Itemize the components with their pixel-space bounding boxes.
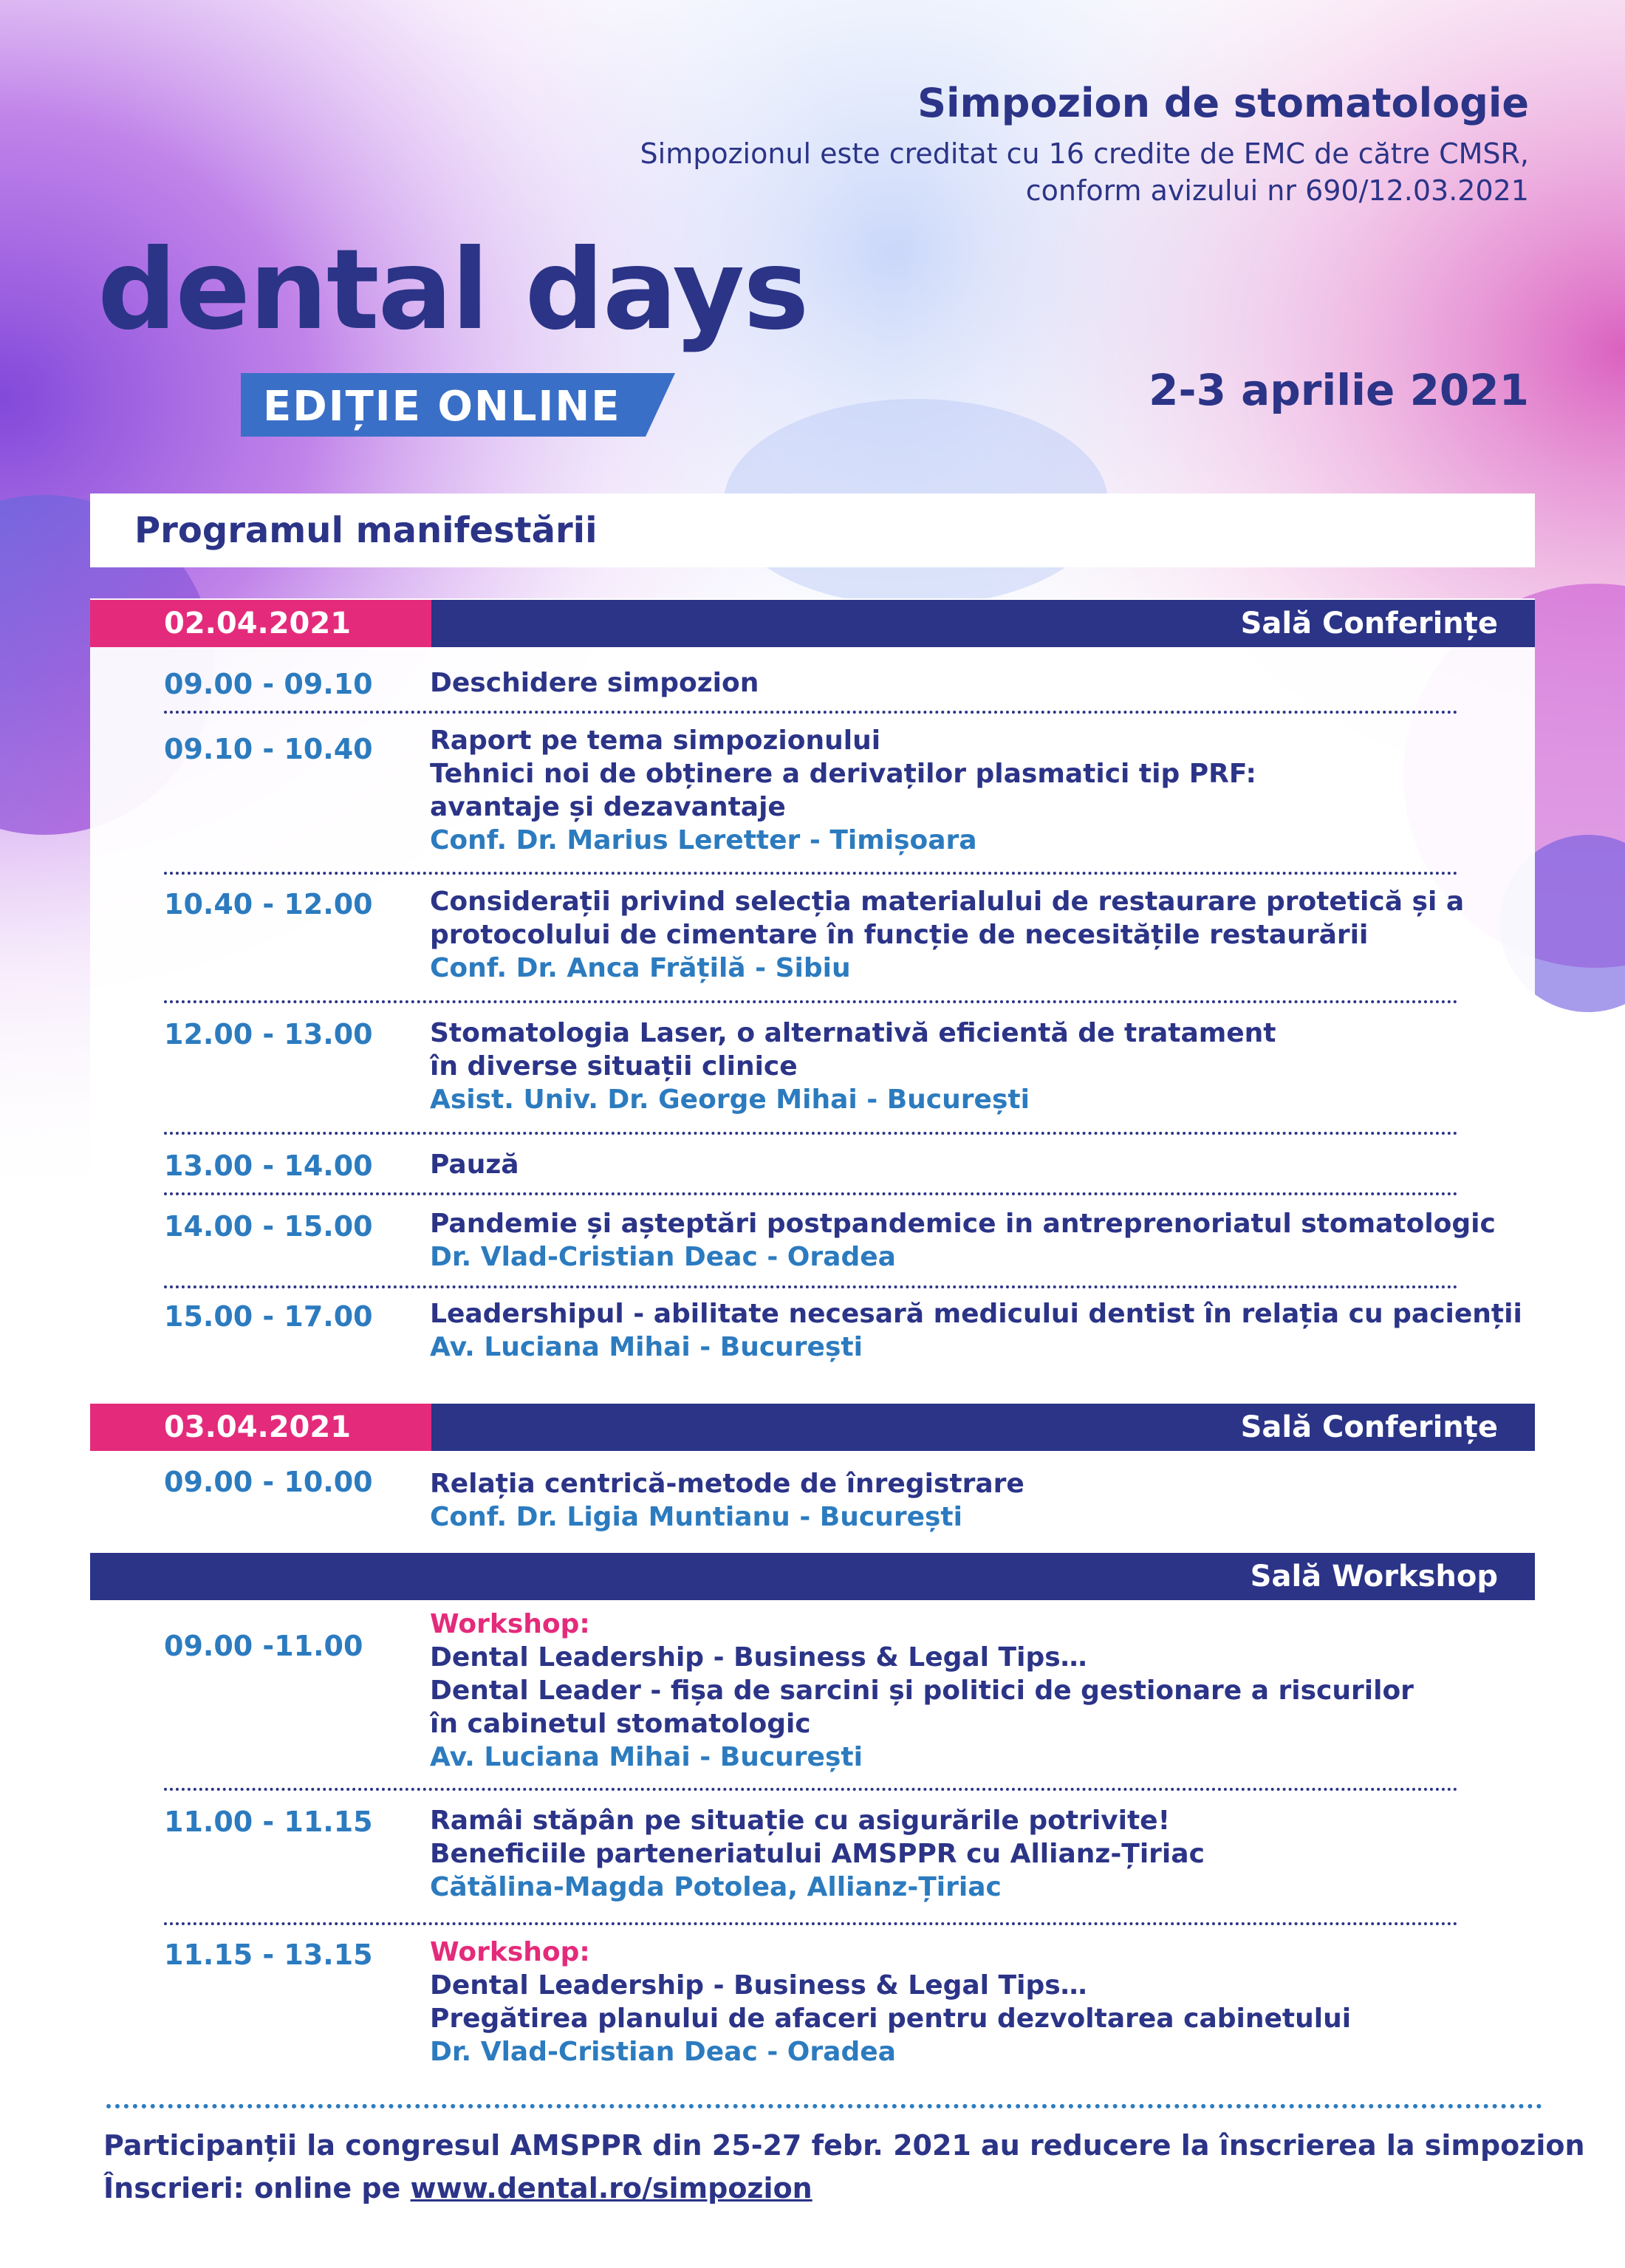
footer-registration — [103, 2172, 812, 2204]
session-speaker: Conf. Dr. Anca Frățilă - Sibiu — [430, 953, 851, 983]
session-speaker: Conf. Dr. Ligia Muntianu - București — [430, 1502, 962, 1532]
session-speaker: Conf. Dr. Marius Leretter - Timișoara — [430, 825, 977, 855]
day1-header-bar — [90, 600, 1535, 647]
session-title: în cabinetul stomatologic — [430, 1709, 811, 1739]
session-speaker: Av. Luciana Mihai - București — [430, 1742, 863, 1772]
session-title: Dental Leadership - Business & Legal Tips… — [430, 1642, 1087, 1673]
day2-date: 03.04.2021 — [90, 1404, 431, 1451]
accreditation-line-1: Simpozionul este creditat cu 16 credite de EMC de către CMSR, — [640, 137, 1529, 170]
session-time: 11.15 - 13.15 — [164, 1939, 373, 1971]
session-title: Dental Leadership - Business & Legal Tips… — [430, 1970, 1087, 2001]
session-title: Pregătirea planului de afaceri pentru dezvoltarea cabinetului — [430, 2004, 1352, 2034]
session-details — [430, 1804, 1205, 1904]
workshop-header-bar — [90, 1553, 1535, 1600]
dotted-separator — [164, 1132, 1458, 1135]
session-title: Raport pe tema simpozionului — [430, 725, 881, 756]
session-title: Dental Leader - fișa de sarcini și politici de gestionare a riscurilor — [430, 1676, 1414, 1706]
session-details — [430, 1936, 1351, 2069]
day1-room: Sală Conferințe — [1240, 607, 1498, 641]
session-title: Deschidere simpozion — [430, 668, 759, 698]
session-details — [430, 1608, 1414, 1774]
session-speaker: Dr. Vlad-Cristian Deac - Oradea — [430, 2037, 896, 2067]
session-speaker: Av. Luciana Mihai - București — [430, 1332, 863, 1362]
edition-label: EDIȚIE ONLINE — [263, 383, 621, 431]
session-title: Pauză — [430, 1150, 519, 1180]
workshop-tag: Workshop: — [430, 1609, 590, 1639]
workshop-room: Sală Workshop — [1250, 1560, 1498, 1594]
session-time: 11.00 - 11.15 — [164, 1806, 373, 1838]
session-details — [430, 1017, 1276, 1116]
session-speaker: Cătălina-Magda Potolea, Allianz-Țiriac — [430, 1872, 1002, 1902]
session-time: 09.00 - 10.00 — [164, 1466, 373, 1498]
session-time: 09.00 - 09.10 — [164, 668, 373, 700]
event-dates: 2-3 aprilie 2021 — [1149, 365, 1529, 415]
dotted-separator — [164, 1788, 1458, 1791]
session-details — [430, 1207, 1496, 1274]
dotted-separator — [164, 1000, 1458, 1003]
session-title: Beneficiile parteneriatului AMSPPR cu Allianz-Țiriac — [430, 1839, 1205, 1869]
program-title: Programul manifestării — [134, 510, 598, 551]
session-title: Ramâi stăpân pe situație cu asigurările potrivite! — [430, 1806, 1171, 1836]
session-title: în diverse situații clinice — [430, 1051, 798, 1082]
session-title: Considerații privind selecția materialului de restaurare protetică și a — [430, 887, 1465, 917]
session-details — [430, 885, 1464, 985]
brand-logo-text: dental days — [98, 226, 808, 355]
workshop-tag: Workshop: — [430, 1937, 590, 1967]
session-details — [430, 1467, 1024, 1534]
day2-header-bar — [90, 1404, 1535, 1451]
registration-prefix: Înscrieri: online pe — [103, 2172, 411, 2204]
session-time: 15.00 - 17.00 — [164, 1300, 373, 1333]
session-time: 09.10 - 10.40 — [164, 733, 373, 765]
session-time: 13.00 - 14.00 — [164, 1150, 373, 1182]
symposium-title: Simpozion de stomatologie — [917, 80, 1529, 126]
registration-link[interactable]: www.dental.ro/simpozion — [410, 2172, 812, 2204]
session-speaker: Dr. Vlad-Cristian Deac - Oradea — [430, 1242, 896, 1272]
session-time: 12.00 - 13.00 — [164, 1018, 373, 1051]
dotted-separator — [164, 1922, 1458, 1925]
session-speaker: Asist. Univ. Dr. George Mihai - București — [430, 1085, 1030, 1115]
session-title: Leadershipul - abilitate necesară medicului dentist în relația cu pacienții — [430, 1299, 1522, 1329]
day2-room: Sală Conferințe — [1240, 1410, 1498, 1444]
session-details — [430, 1297, 1522, 1364]
session-title: Stomatologia Laser, o alternativă eficientă de tratament — [430, 1018, 1276, 1048]
dotted-separator — [164, 1285, 1458, 1288]
session-title: Tehnici noi de obținere a derivaților plasmatici tip PRF: — [430, 759, 1256, 789]
dotted-separator — [164, 711, 1458, 714]
session-details — [430, 666, 759, 700]
dotted-separator — [164, 872, 1458, 875]
session-title: avantaje și dezavantaje — [430, 792, 786, 822]
footer-discount-note: Participanții la congresul AMSPPR din 25-27 febr. 2021 au reducere la înscrierea la simpozion — [103, 2129, 1585, 2162]
day1-date: 02.04.2021 — [90, 600, 431, 647]
session-time: 14.00 - 15.00 — [164, 1210, 373, 1243]
session-title: Pandemie și așteptări postpandemice in antreprenoriatul stomatologic — [430, 1209, 1496, 1239]
session-details — [430, 1148, 519, 1181]
session-time: 09.00 -11.00 — [164, 1630, 363, 1662]
footer-dotted-separator — [106, 2104, 1542, 2108]
accreditation-line-2: conform avizului nr 690/12.03.2021 — [1025, 174, 1529, 207]
session-details — [430, 724, 1256, 857]
session-title: protocolului de cimentare în funcție de necesitățile restaurării — [430, 920, 1369, 950]
dotted-separator — [164, 1192, 1458, 1195]
session-time: 10.40 - 12.00 — [164, 888, 373, 920]
session-title: Relația centrică-metode de înregistrare — [430, 1469, 1024, 1499]
